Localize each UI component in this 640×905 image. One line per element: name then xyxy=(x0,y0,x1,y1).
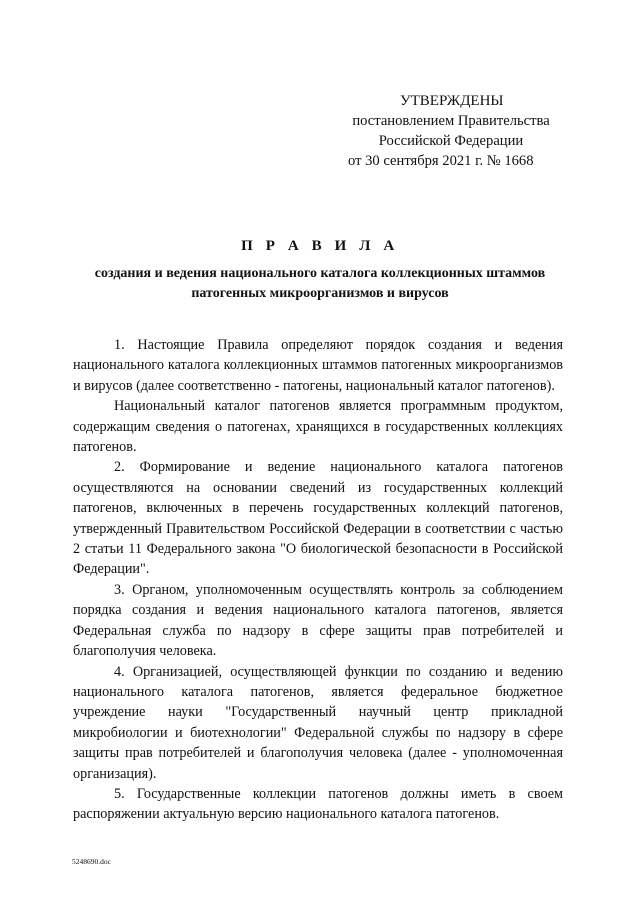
document-title: П Р А В И Л А xyxy=(241,238,399,254)
document-body xyxy=(73,335,563,825)
approval-line-country: Российской Федерации xyxy=(378,133,524,149)
paragraph-5: 5. Государственные коллекции патогенов должны иметь в своем распоряжении актуальную версию национального каталога патогенов. xyxy=(73,785,563,823)
paragraph-2: 2. Формирование и ведение национального каталога патогенов осуществляются на основании сведений из государственных коллекций патогенов, включенных в перечень государственных коллекций патогенов, утвержденный Правительством Российской Федерации в соответствии с частью 2 статьи 11 Федерального закона "О биологической безопасности в Российской Федерации". xyxy=(73,459,563,578)
approval-date-number: от 30 сентября 2021 г. № 1668 xyxy=(348,153,534,169)
paragraph-1: 1. Настоящие Правила определяют порядок создания и ведения национального каталога коллекционных штаммов патогенных микроорганизмов и вирусов (далее соответственно - патогены, национальный каталог патогенов). xyxy=(73,337,563,394)
approved-heading: УТВЕРЖДЕНЫ xyxy=(400,93,504,109)
paragraph-4: 4. Организацией, осуществляющей функции по созданию и ведению национального каталога патогенов, является федеральное бюджетное учреждение науки "Государственный научный центр прикладной микробиологии и биотехнологии" Федеральной службы по надзору в сфере защиты прав потребителей и благополучия человека (далее - уполномоченная организация). xyxy=(73,663,563,782)
paragraph-3: 3. Органом, уполномоченным осуществлять контроль за соблюдением порядка создания и ведения национального каталога патогенов, является Федеральная служба по надзору в сфере защиты прав потребителей и благополучия человека. xyxy=(73,581,563,660)
file-code-footer: 5248690.doc xyxy=(72,857,111,866)
approval-block xyxy=(348,91,554,171)
document-subtitle: создания и ведения национального каталога коллекционных штаммов патогенных микроорганизмов и вирусов xyxy=(94,266,546,301)
paragraph-1-continued: Национальный каталог патогенов является программным продуктом, содержащим сведения о патогенах, хранящихся в государственных коллекциях патогенов. xyxy=(73,398,563,456)
approval-line-resolution: постановлением Правительства xyxy=(352,113,550,129)
